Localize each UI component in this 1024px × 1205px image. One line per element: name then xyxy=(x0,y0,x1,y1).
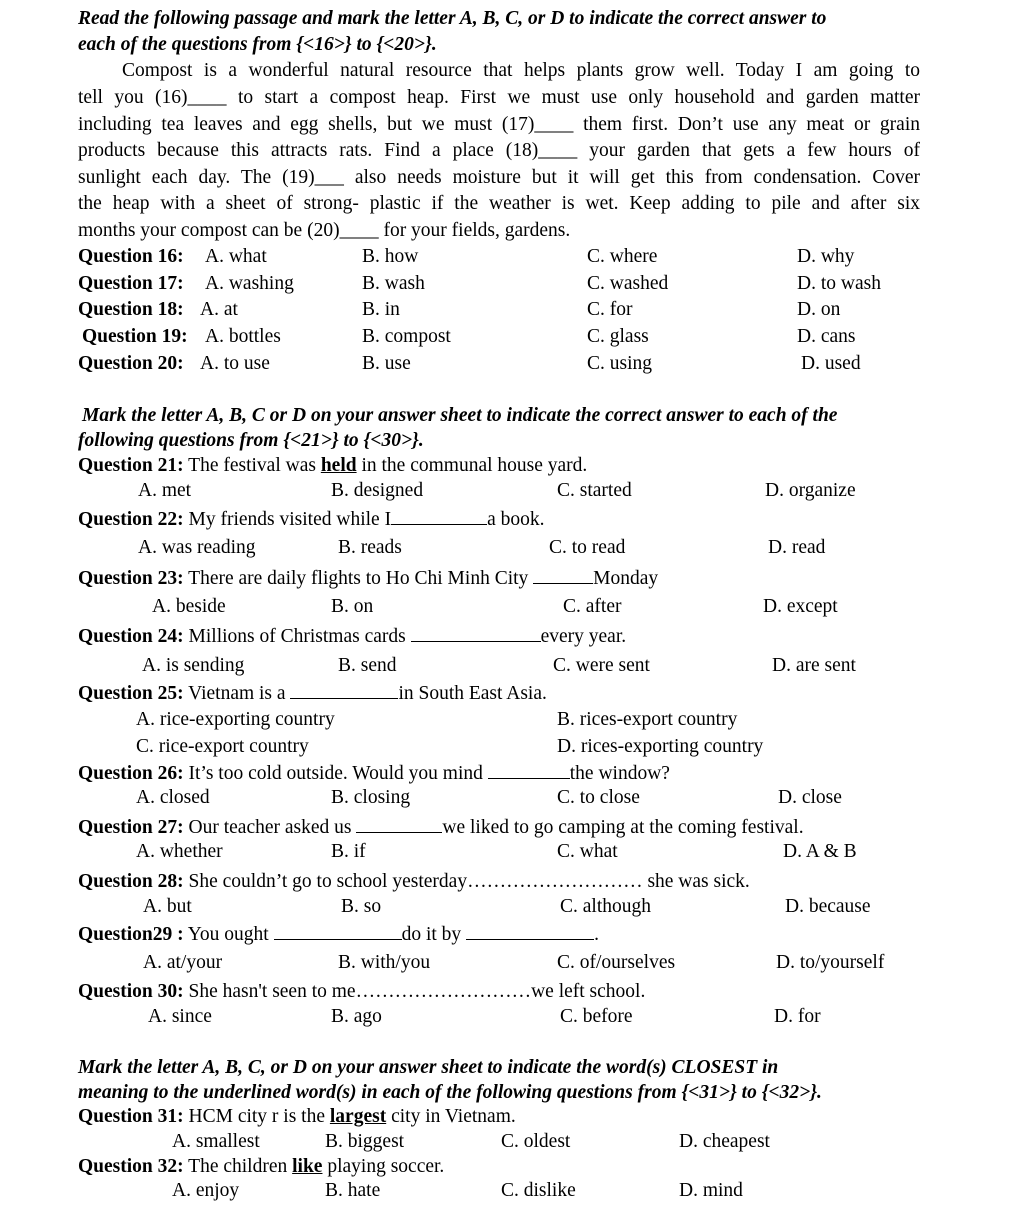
question-label: Question29 : xyxy=(78,924,184,945)
option-c[interactable]: C. glass xyxy=(587,326,649,347)
option-b[interactable]: B. hate xyxy=(325,1180,381,1201)
question-25-options-row1 xyxy=(0,707,1024,733)
option-c[interactable]: C. what xyxy=(557,841,618,862)
option-c[interactable]: C. for xyxy=(587,299,633,320)
question-30-options xyxy=(0,1004,1024,1030)
instruction-16-20-line2: each of the questions from {<16>} to {<20>}. xyxy=(78,34,437,55)
option-a[interactable]: A. since xyxy=(148,1006,212,1027)
passage-line: months your compost can be (20)____ for your fields, gardens. xyxy=(78,220,571,241)
option-b[interactable]: B. biggest xyxy=(325,1131,405,1152)
instruction-21-30-line2: following questions from {<21>} to {<30>}. xyxy=(78,430,424,451)
answer-blank[interactable] xyxy=(290,680,398,699)
option-c[interactable]: C. were sent xyxy=(553,655,650,676)
option-d[interactable]: D. why xyxy=(797,246,855,267)
question-27-options xyxy=(0,839,1024,865)
passage-line: products because this attracts rats. Find a place (18)____ your garden that gets a few hours of xyxy=(78,140,920,161)
passage-line: sunlight each day. The (19)___ also needs moisture but it will get this from condensation. Cover xyxy=(78,167,920,188)
option-a[interactable]: A. closed xyxy=(136,787,210,808)
answer-blank[interactable] xyxy=(274,921,402,940)
question-25-options-row2 xyxy=(0,734,1024,760)
stem-text: we liked to go camping at the coming festival. xyxy=(442,817,804,838)
option-d[interactable]: D. are sent xyxy=(772,655,856,676)
option-d[interactable]: D. for xyxy=(774,1006,821,1027)
stem-text: the window? xyxy=(569,763,670,784)
stem-text: My friends visited while I xyxy=(183,509,392,530)
instruction-31-32-line1: Mark the letter A, B, C, or D on your answer sheet to indicate the word(s) CLOSEST in xyxy=(78,1057,779,1078)
option-c[interactable]: C. oldest xyxy=(501,1131,571,1152)
option-a[interactable]: A. whether xyxy=(136,841,223,862)
question-label: Question 20: xyxy=(78,353,184,374)
option-b[interactable]: B. if xyxy=(331,841,366,862)
option-a[interactable]: A. beside xyxy=(152,596,226,617)
question-label: Question 25: xyxy=(78,683,184,704)
question-20 xyxy=(0,351,1024,377)
option-b[interactable]: B. reads xyxy=(338,537,402,558)
option-a[interactable]: A. is sending xyxy=(142,655,245,676)
option-d[interactable]: D. mind xyxy=(679,1180,743,1201)
question-21-stem xyxy=(78,453,587,480)
instruction-31-32-line2: meaning to the underlined word(s) in each of the following questions from {<31>} to {<32>}. xyxy=(78,1082,822,1103)
question-19 xyxy=(0,324,1024,350)
option-c[interactable]: C. using xyxy=(587,353,653,374)
passage-line: including tea leaves and egg shells, but we must (17)____ them first. Don’t use any meat or grain xyxy=(78,114,920,135)
passage-line: the heap with a sheet of strong- plastic if the weather is wet. Keep adding to pile and after six xyxy=(78,193,920,214)
question-label: Question 30: xyxy=(78,981,184,1002)
stem-text: The festival was xyxy=(183,455,321,476)
question-label: Question 32: xyxy=(78,1156,184,1177)
option-c[interactable]: C. before xyxy=(560,1006,633,1027)
passage-line: tell you (16)____ to start a compost heap. First we must use only household and garden matter xyxy=(78,87,920,108)
question-28-stem xyxy=(78,869,750,896)
question-label: Question 27: xyxy=(78,817,184,838)
question-label: Question 28: xyxy=(78,871,184,892)
option-d[interactable]: D. to wash xyxy=(797,273,881,294)
instruction-16-20-line1: Read the following passage and mark the letter A, B, C, or D to indicate the correct answer to xyxy=(78,8,827,29)
option-b[interactable]: B. closing xyxy=(331,787,411,808)
answer-blank[interactable] xyxy=(466,921,594,940)
stem-text: She couldn’t go to school yesterday……………………… she was sick. xyxy=(183,871,750,892)
option-d[interactable]: D. close xyxy=(778,787,842,808)
option-b[interactable]: B. on xyxy=(331,596,374,617)
question-16 xyxy=(0,244,1024,270)
option-a[interactable]: A. enjoy xyxy=(172,1180,240,1201)
question-23-options xyxy=(0,594,1024,620)
question-25-stem xyxy=(78,680,547,708)
option-c[interactable]: C. to close xyxy=(557,787,640,808)
option-a[interactable]: A. at/your xyxy=(143,952,223,973)
stem-text: You ought xyxy=(183,924,274,945)
question-label: Question 16: xyxy=(78,246,184,267)
option-a[interactable]: A. washing xyxy=(205,273,294,294)
option-a[interactable]: A. to use xyxy=(200,353,270,374)
option-c[interactable]: C. dislike xyxy=(501,1180,576,1201)
stem-text: playing soccer. xyxy=(322,1156,445,1177)
question-label: Question 22: xyxy=(78,509,184,530)
question-31-options xyxy=(0,1129,1024,1155)
option-b[interactable]: B. wash xyxy=(362,273,425,294)
option-b[interactable]: B. so xyxy=(341,896,382,917)
answer-blank[interactable] xyxy=(488,760,570,779)
answer-blank[interactable] xyxy=(391,506,487,525)
stem-text: . xyxy=(594,924,599,945)
question-29-stem xyxy=(78,921,599,949)
underlined-word: held xyxy=(320,455,357,476)
option-d[interactable]: D. to/yourself xyxy=(776,952,885,973)
option-d[interactable]: D. A & B xyxy=(783,841,857,862)
question-17 xyxy=(0,271,1024,297)
answer-blank[interactable] xyxy=(533,565,593,584)
option-a[interactable]: A. what xyxy=(205,246,267,267)
question-26-stem xyxy=(78,760,670,788)
option-a[interactable]: A. met xyxy=(138,480,192,501)
stem-text: She hasn't seen to me………………………we left school. xyxy=(183,981,646,1002)
option-d[interactable]: D. because xyxy=(785,896,871,917)
option-c[interactable]: C. although xyxy=(560,896,651,917)
option-d[interactable]: D. on xyxy=(797,299,841,320)
answer-blank[interactable] xyxy=(411,623,541,642)
stem-text: every year. xyxy=(540,626,627,647)
stem-text: a book. xyxy=(487,509,545,530)
option-b[interactable]: B. in xyxy=(362,299,400,320)
stem-text: HCM city r is the xyxy=(183,1106,330,1127)
option-c[interactable]: C. where xyxy=(587,246,658,267)
option-a[interactable]: A. rice-exporting country xyxy=(136,709,335,730)
underlined-word: largest xyxy=(329,1106,387,1127)
option-d[interactable]: D. read xyxy=(768,537,826,558)
stem-text: Monday xyxy=(593,568,659,589)
question-label: Question 18: xyxy=(78,299,184,320)
option-a[interactable]: A. at xyxy=(200,299,238,320)
question-label: Question 17: xyxy=(78,273,184,294)
option-a[interactable]: A. was reading xyxy=(138,537,256,558)
stem-text: The children xyxy=(183,1156,293,1177)
stem-text: There are daily flights to Ho Chi Minh City xyxy=(183,568,534,589)
question-24-options xyxy=(0,653,1024,679)
option-d[interactable]: D. cheapest xyxy=(679,1131,770,1152)
option-d[interactable]: D. used xyxy=(801,353,861,374)
option-b[interactable]: B. ago xyxy=(331,1006,382,1027)
stem-text: in South East Asia. xyxy=(398,683,547,704)
option-d[interactable]: D. rices-exporting country xyxy=(557,736,764,757)
question-28-options xyxy=(0,894,1024,920)
question-22-stem xyxy=(78,506,544,534)
option-c[interactable]: C. of/ourselves xyxy=(557,952,676,973)
option-c[interactable]: C. after xyxy=(563,596,622,617)
option-b[interactable]: B. with/you xyxy=(338,952,431,973)
question-label: Question 23: xyxy=(78,568,184,589)
answer-blank[interactable] xyxy=(356,814,442,833)
stem-text: city in Vietnam. xyxy=(386,1106,516,1127)
instruction-21-30-line1: Mark the letter A, B, C or D on your answer sheet to indicate the correct answer to each of the xyxy=(82,405,838,426)
stem-text: It’s too cold outside. Would you mind xyxy=(183,763,488,784)
question-18 xyxy=(0,297,1024,323)
option-c[interactable]: C. to read xyxy=(549,537,626,558)
option-b[interactable]: B. designed xyxy=(331,480,424,501)
option-b[interactable]: B. rices-export country xyxy=(557,709,738,730)
option-c[interactable]: C. rice-export country xyxy=(136,736,309,757)
stem-text: do it by xyxy=(401,924,467,945)
question-32-stem xyxy=(78,1154,444,1181)
question-30-stem xyxy=(78,979,645,1006)
option-c[interactable]: C. started xyxy=(557,480,632,501)
option-a[interactable]: A. smallest xyxy=(172,1131,260,1152)
option-b[interactable]: B. send xyxy=(338,655,397,676)
question-label: Question 21: xyxy=(78,455,184,476)
question-27-stem xyxy=(78,814,804,842)
question-21-options xyxy=(0,478,1024,504)
stem-text: Vietnam is a xyxy=(183,683,291,704)
option-b[interactable]: B. compost xyxy=(362,326,451,347)
stem-text: in the communal house yard. xyxy=(356,455,588,476)
stem-text: Our teacher asked us xyxy=(183,817,357,838)
question-22-options xyxy=(0,535,1024,561)
question-label: Question 26: xyxy=(78,763,184,784)
question-label: Question 19: xyxy=(82,326,188,347)
question-26-options xyxy=(0,785,1024,811)
option-b[interactable]: B. use xyxy=(362,353,411,374)
question-label: Question 31: xyxy=(78,1106,184,1127)
passage-line: Compost is a wonderful natural resource that helps plants grow well. Today I am going to xyxy=(122,60,920,81)
question-29-options xyxy=(0,950,1024,976)
question-32-options xyxy=(0,1178,1024,1204)
underlined-word: like xyxy=(292,1156,323,1177)
option-d[interactable]: D. organize xyxy=(765,480,856,501)
option-b[interactable]: B. how xyxy=(362,246,419,267)
option-d[interactable]: D. cans xyxy=(797,326,856,347)
option-a[interactable]: A. bottles xyxy=(205,326,281,347)
question-31-stem xyxy=(78,1104,516,1131)
question-label: Question 24: xyxy=(78,626,184,647)
option-a[interactable]: A. but xyxy=(143,896,192,917)
question-23-stem xyxy=(78,565,658,593)
question-24-stem xyxy=(78,623,626,651)
option-d[interactable]: D. except xyxy=(763,596,838,617)
stem-text: Millions of Christmas cards xyxy=(183,626,411,647)
option-c[interactable]: C. washed xyxy=(587,273,669,294)
